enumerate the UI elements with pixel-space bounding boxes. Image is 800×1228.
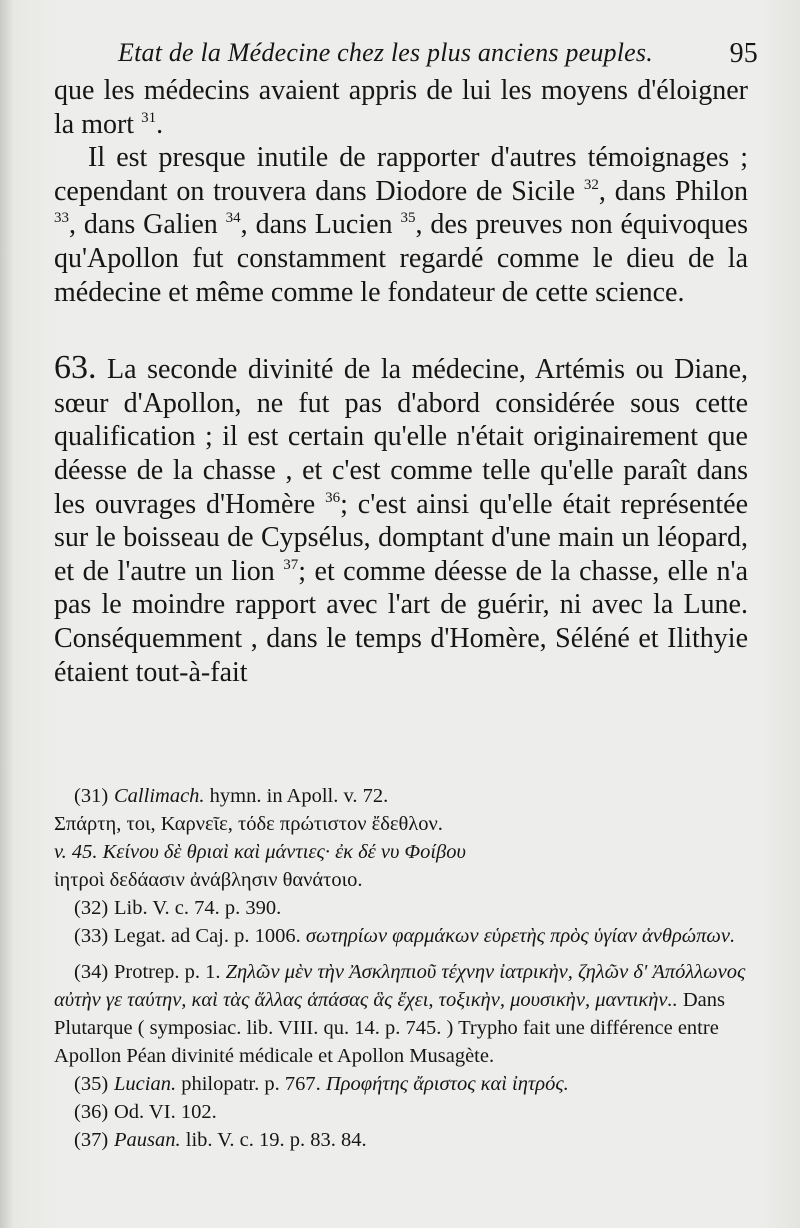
note-ref-33: 33 <box>54 210 69 227</box>
note-ref-36: 36 <box>325 489 341 506</box>
footnote-31 <box>54 782 754 810</box>
footnotes <box>54 782 754 1154</box>
footnote-label: (31) <box>74 785 109 807</box>
paragraph-1-text: que les médecins avaient appris de lui les moyens d'éloigner la mort <box>54 75 748 140</box>
paragraph-2-text-c: , dans Galien <box>69 209 218 241</box>
paragraph-1-end: . <box>156 108 164 140</box>
footnote-label: (36) <box>74 1101 109 1123</box>
footnote-greek: σωτηρίων φαρμάκων εὑρετὴς πρὸς ὑγίαν ἀνθρώπων. <box>305 925 736 947</box>
footnote-greek: Ζηλῶν μὲν τὴν Ἀσκληπιοῦ τέχνην ἰατρικὴν, ζηλῶν δ' Ἀπόλλωνος αὐτὴν γε ταύτην, καὶ τὰς ἄλλας ἁπάσας ἃς ἔχει, τοξικὴν, μουσικὴν, μαντικὴν.. <box>54 961 746 1011</box>
note-ref-34: 34 <box>225 210 241 227</box>
footnote-text-2: Dans Plutarque ( symposiac. lib. VIII. qu. 14. p. 745. ) Trypho fait une différence entre Apollon Péan divinité médicale et Apollon Musagète. <box>54 989 725 1067</box>
footnote-text: Protrep. p. 1. <box>114 961 221 983</box>
paragraph-1 <box>54 74 748 141</box>
footnote-author: Lucian. <box>114 1073 177 1095</box>
footnote-31-greek-line-1: Σπάρτη, τοι, Καρνεῖε, τόδε πρώτιστον ἔδεθλον. <box>54 813 443 835</box>
footnote-text: philopatr. p. 767. <box>181 1073 321 1095</box>
paragraph-2-text-a: Il est presque inutile de rapporter d'autres témoignages ; cependant on trouvera dans Diodore de Sicile <box>54 142 748 207</box>
footnote-31-greek-line-3: ἰητροὶ δεδάασιν ἀνάβλησιν θανάτοιο. <box>54 869 363 891</box>
footnote-33 <box>54 922 754 950</box>
main-text <box>54 74 748 689</box>
footnote-label: (33) <box>74 925 109 947</box>
footnote-label: (35) <box>74 1073 109 1095</box>
page-header <box>118 38 758 78</box>
paragraph-2-text-e: , des preuves non équivoques qu'Apollon fut constamment regardé comme le dieu de la médecine et même comme le fondateur de cette science. <box>54 209 748 308</box>
paragraph-2 <box>54 141 748 309</box>
footnote-text: hymn. in Apoll. v. 72. <box>209 785 389 807</box>
note-ref-37: 37 <box>283 556 299 573</box>
note-ref-31: 31 <box>141 109 157 126</box>
footnote-text: Legat. ad Caj. p. 1006. <box>114 925 301 947</box>
running-title: Etat de la Médecine chez les plus anciens peuples. <box>118 38 653 67</box>
footnote-author: Callimach. <box>114 785 205 807</box>
footnote-32 <box>54 894 754 922</box>
note-ref-32: 32 <box>583 176 599 193</box>
footnote-text: lib. V. c. 19. p. 83. 84. <box>185 1129 367 1151</box>
section-number: 63. <box>54 349 97 387</box>
paragraph-3-text-c: ; et comme déesse de la chasse, elle n'a pas le moindre rapport avec l'art de guérir, ni avec la Lune. Conséquemment , dans le temps d'Homère, Séléné et Ilithyie étaient tout-à-fait <box>54 555 749 688</box>
footnote-label: (37) <box>74 1129 109 1151</box>
page-number: 95 <box>729 38 758 69</box>
footnote-34 <box>54 958 754 1070</box>
paragraph-2-text-d: , dans Lucien <box>240 209 393 241</box>
note-ref-35: 35 <box>400 210 416 227</box>
paragraph-3 <box>54 351 748 689</box>
footnote-31-greek-line-2: v. 45. Κείνου δὲ θριαὶ καὶ μάντιες· ἐκ δέ νυ Φοίβου <box>54 841 466 863</box>
footnote-label: (32) <box>74 897 109 919</box>
footnote-greek: Προφήτης ἄριστος καὶ ἰητρός. <box>325 1073 569 1095</box>
paragraph-3-text-b: ; c'est ainsi qu'elle était représentée sur le boisseau de Cypsélus, domptant d'une main un léopard, et de l'autre un lion <box>54 488 748 587</box>
paragraph-2-text-b: , dans Philon <box>598 175 749 207</box>
footnote-37 <box>54 1126 754 1154</box>
footnote-text: Lib. V. c. 74. p. 390. <box>114 897 282 919</box>
footnote-text: Od. VI. 102. <box>114 1101 217 1123</box>
footnote-35 <box>54 1070 754 1098</box>
paragraph-3-text-a: La seconde divinité de la médecine, Artémis ou Diane, sœur d'Apollon, ne fut pas d'abord considérée sous cette qualification ; il est certain qu'elle n'était originairement que déesse de la chasse , et c'est comme telle qu'elle paraît dans les ouvrages d'Homère <box>54 354 749 520</box>
footnote-label: (34) <box>74 961 109 983</box>
footnote-36 <box>54 1098 754 1126</box>
footnote-author: Pausan. <box>114 1129 181 1151</box>
